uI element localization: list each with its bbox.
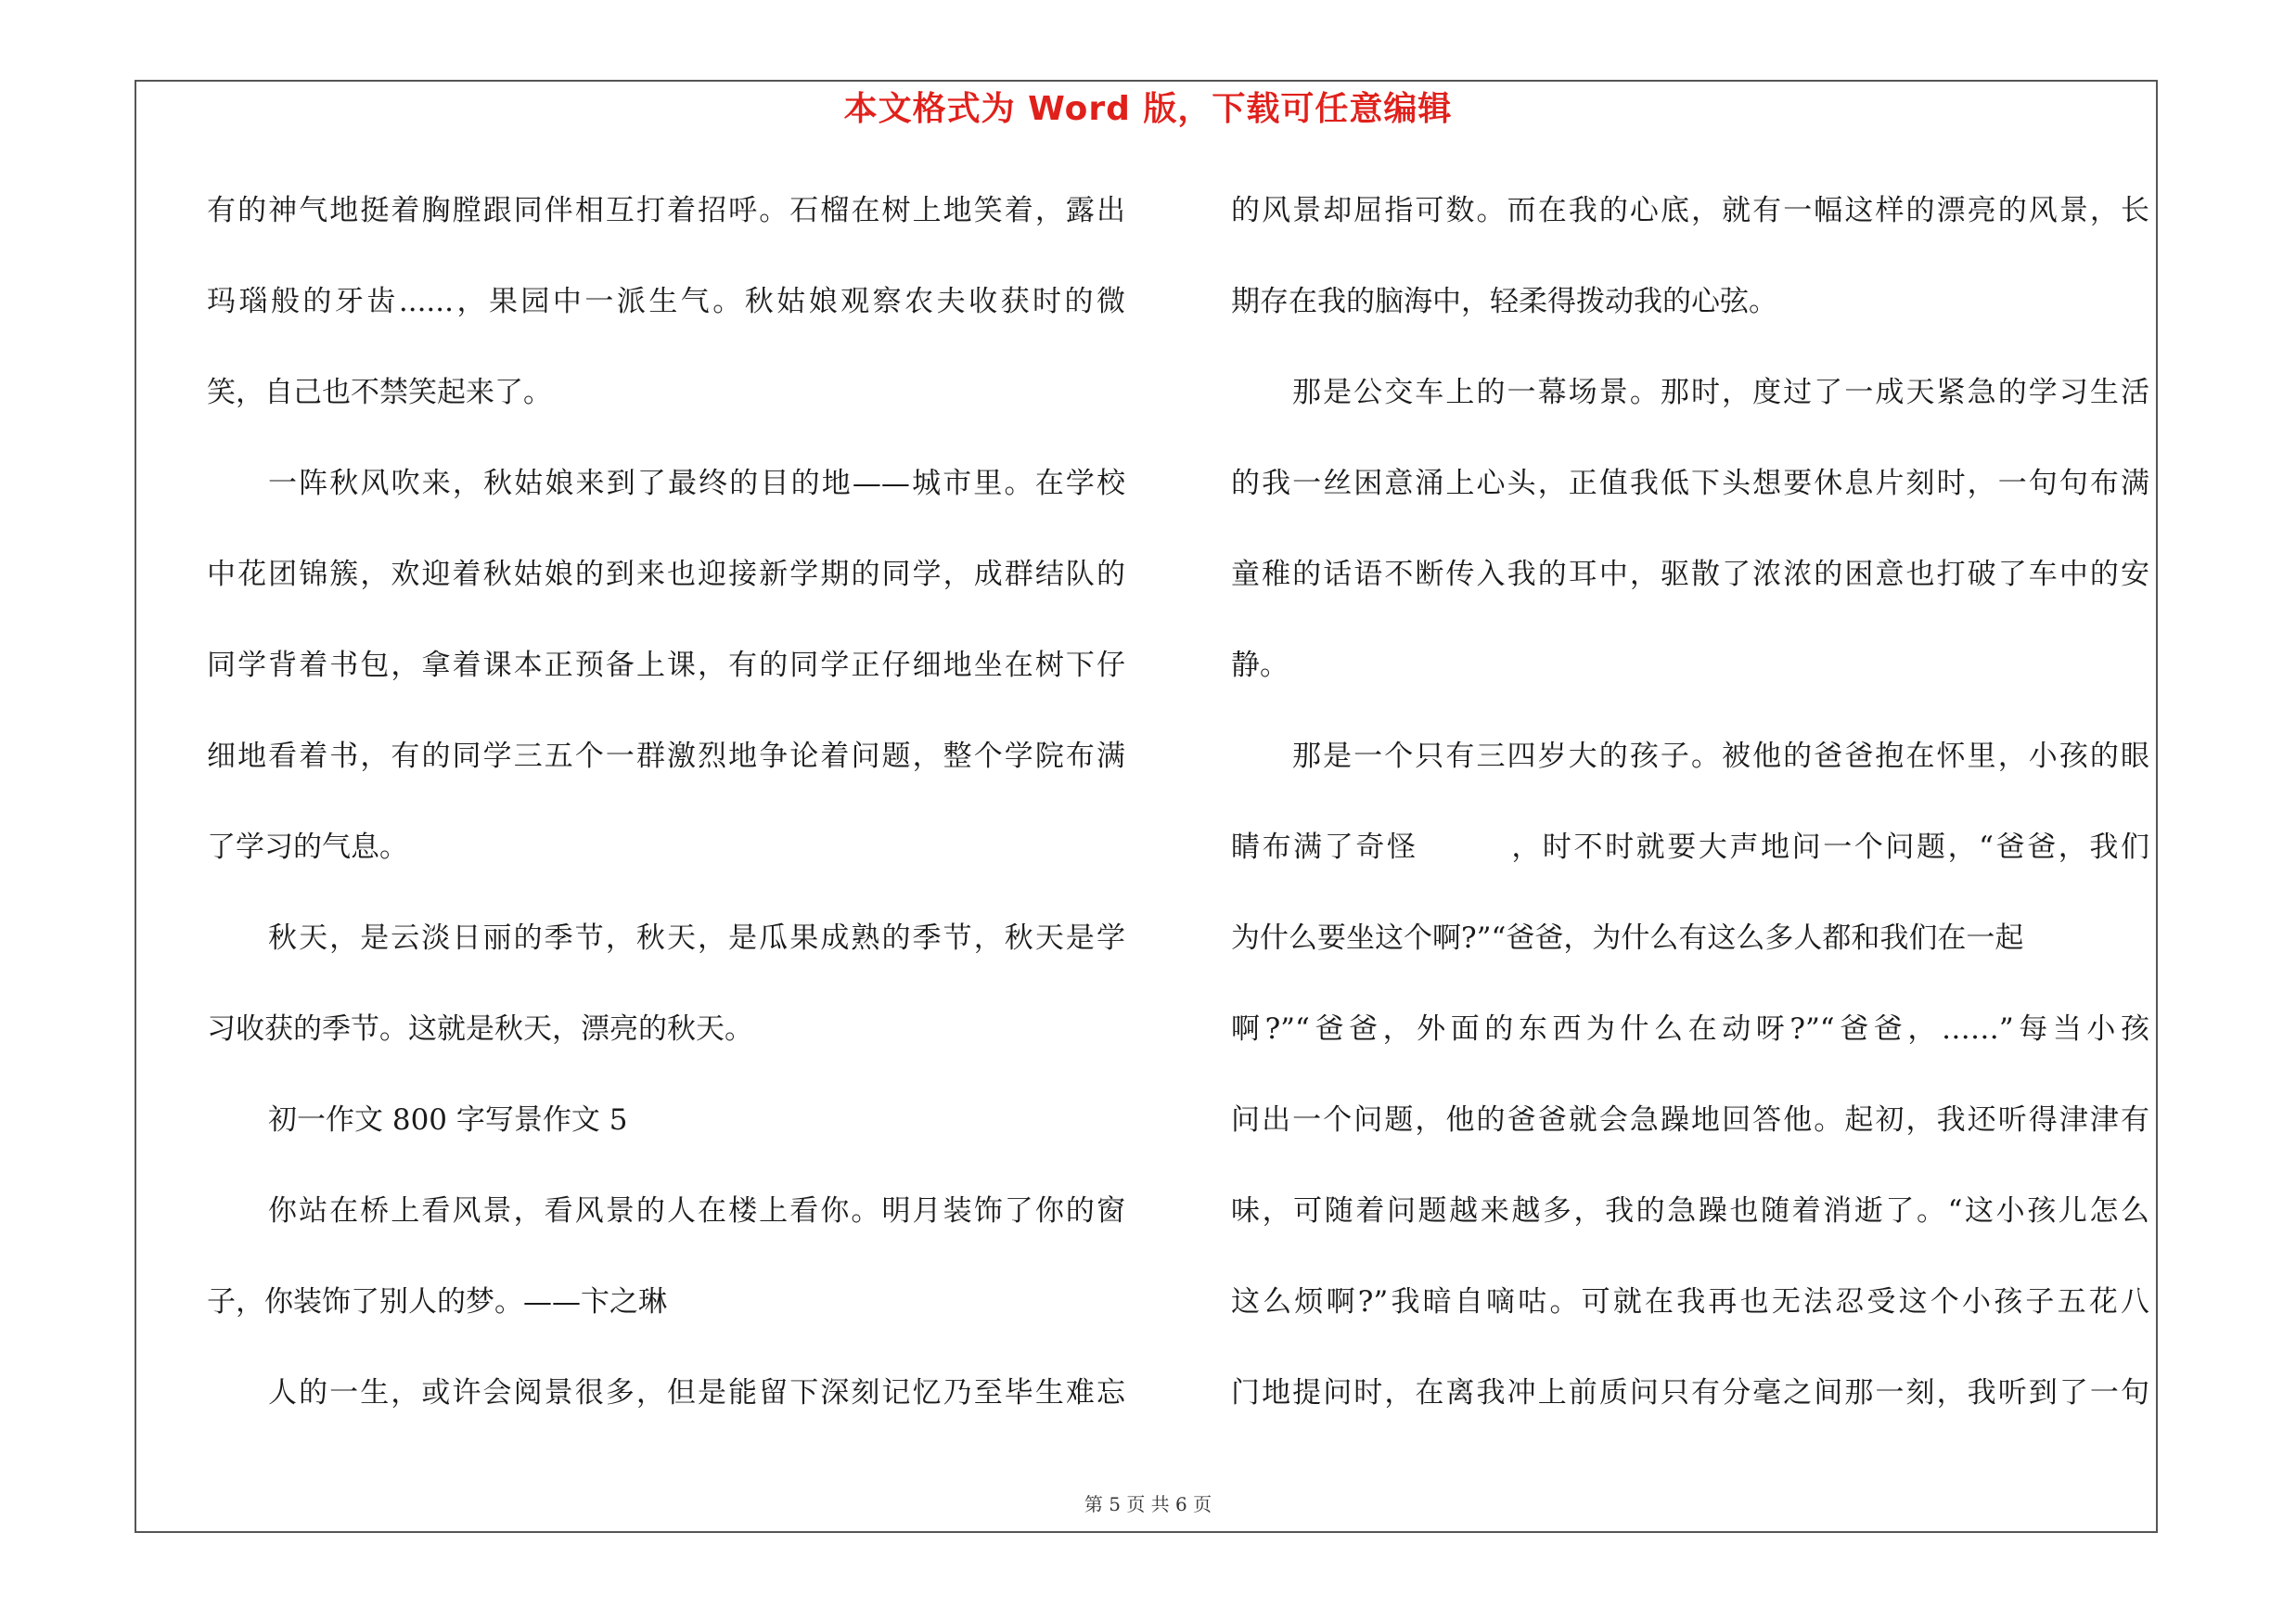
text-line: 问出一个问题，他的爸爸就会急躁地回答他。起初，我还听得津津有 [1231, 1103, 2149, 1137]
text-line: 了学习的气息。 [207, 831, 408, 864]
right-text-column [1231, 182, 2149, 1455]
text-line: 那是一个只有三四岁大的孩子。被他的爸爸抱在怀里，小孩的眼 [1292, 740, 2149, 773]
text-line: 子，你装饰了别人的梦。——卞之琳 [207, 1285, 667, 1319]
text-line: 为什么要坐这个啊?”“爸爸，为什么有这么多人都和我们在一起 [1231, 921, 2024, 955]
text-line: 细地看着书，有的同学三五个一群激烈地争论着问题，整个学院布满 [207, 740, 1125, 773]
text-line: 有的神气地挺着胸膛跟同伴相互打着招呼。石榴在树上地笑着，露出 [207, 194, 1125, 227]
text-line: 期存在我的脑海中，轻柔得拨动我的心弦。 [1231, 285, 1777, 318]
text-line: 童稚的话语不断传入我的耳中，驱散了浓浓的困意也打破了车中的安 [1231, 558, 2149, 591]
text-line: 中花团锦簇，欢迎着秋姑娘的到来也迎接新学期的同学，成群结队的 [207, 558, 1125, 591]
text-line: 门地提问时，在离我冲上前质问只有分毫之间那一刻，我听到了一句 [1231, 1376, 2149, 1410]
text-line: 那是公交车上的一幕场景。那时，度过了一成天紧急的学习生活 [1292, 376, 2149, 409]
text-line: 你站在桥上看风景，看风景的人在楼上看你。明月装饰了你的窗 [268, 1194, 1125, 1228]
text-line: 同学背着书包，拿着课本正预备上课，有的同学正仔细地坐在树下仔 [207, 649, 1125, 682]
text-line: 人的一生，或许会阅景很多，但是能留下深刻记忆乃至毕生难忘 [268, 1376, 1125, 1410]
text-line: 啊?”“爸爸，外面的东西为什么在动呀?”“爸爸，……”每当小孩 [1231, 1012, 2149, 1046]
page-number-footer: 第 5 页 共 6 页 [1084, 1493, 1212, 1515]
text-line: 笑，自己也不禁笑起来了。 [207, 376, 552, 409]
text-line: 的我一丝困意涌上心头，正值我低下头想要休息片刻时，一句句布满 [1231, 467, 2149, 500]
text-line: 习收获的季节。这就是秋天，漂亮的秋天。 [207, 1012, 753, 1046]
left-text-column [207, 182, 1125, 1455]
page-banner: 本文格式为 Word 版，下载可任意编辑 [843, 90, 1453, 128]
text-line: 静。 [1231, 649, 1289, 682]
text-line: 的风景却屈指可数。而在我的心底，就有一幅这样的漂亮的风景，长 [1231, 194, 2149, 227]
text-line: 一阵秋风吹来，秋姑娘来到了最终的目的地——城市里。在学校 [268, 467, 1125, 500]
text-line: 玛瑙般的牙齿......，果园中一派生气。秋姑娘观察农夫收获时的微 [207, 285, 1125, 318]
text-line: 这么烦啊?”我暗自嘀咕。可就在我再也无法忍受这个小孩子五花八 [1231, 1285, 2149, 1319]
text-line: 睛布满了奇怪 ，时不时就要大声地问一个问题，“爸爸，我们 [1231, 831, 2149, 864]
text-line: 秋天，是云淡日丽的季节，秋天，是瓜果成熟的季节，秋天是学 [268, 921, 1125, 955]
text-line: 初一作文 800 字写景作文 5 [268, 1103, 628, 1137]
text-line: 味，可随着问题越来越多，我的急躁也随着消逝了。“这小孩儿怎么 [1231, 1194, 2149, 1228]
